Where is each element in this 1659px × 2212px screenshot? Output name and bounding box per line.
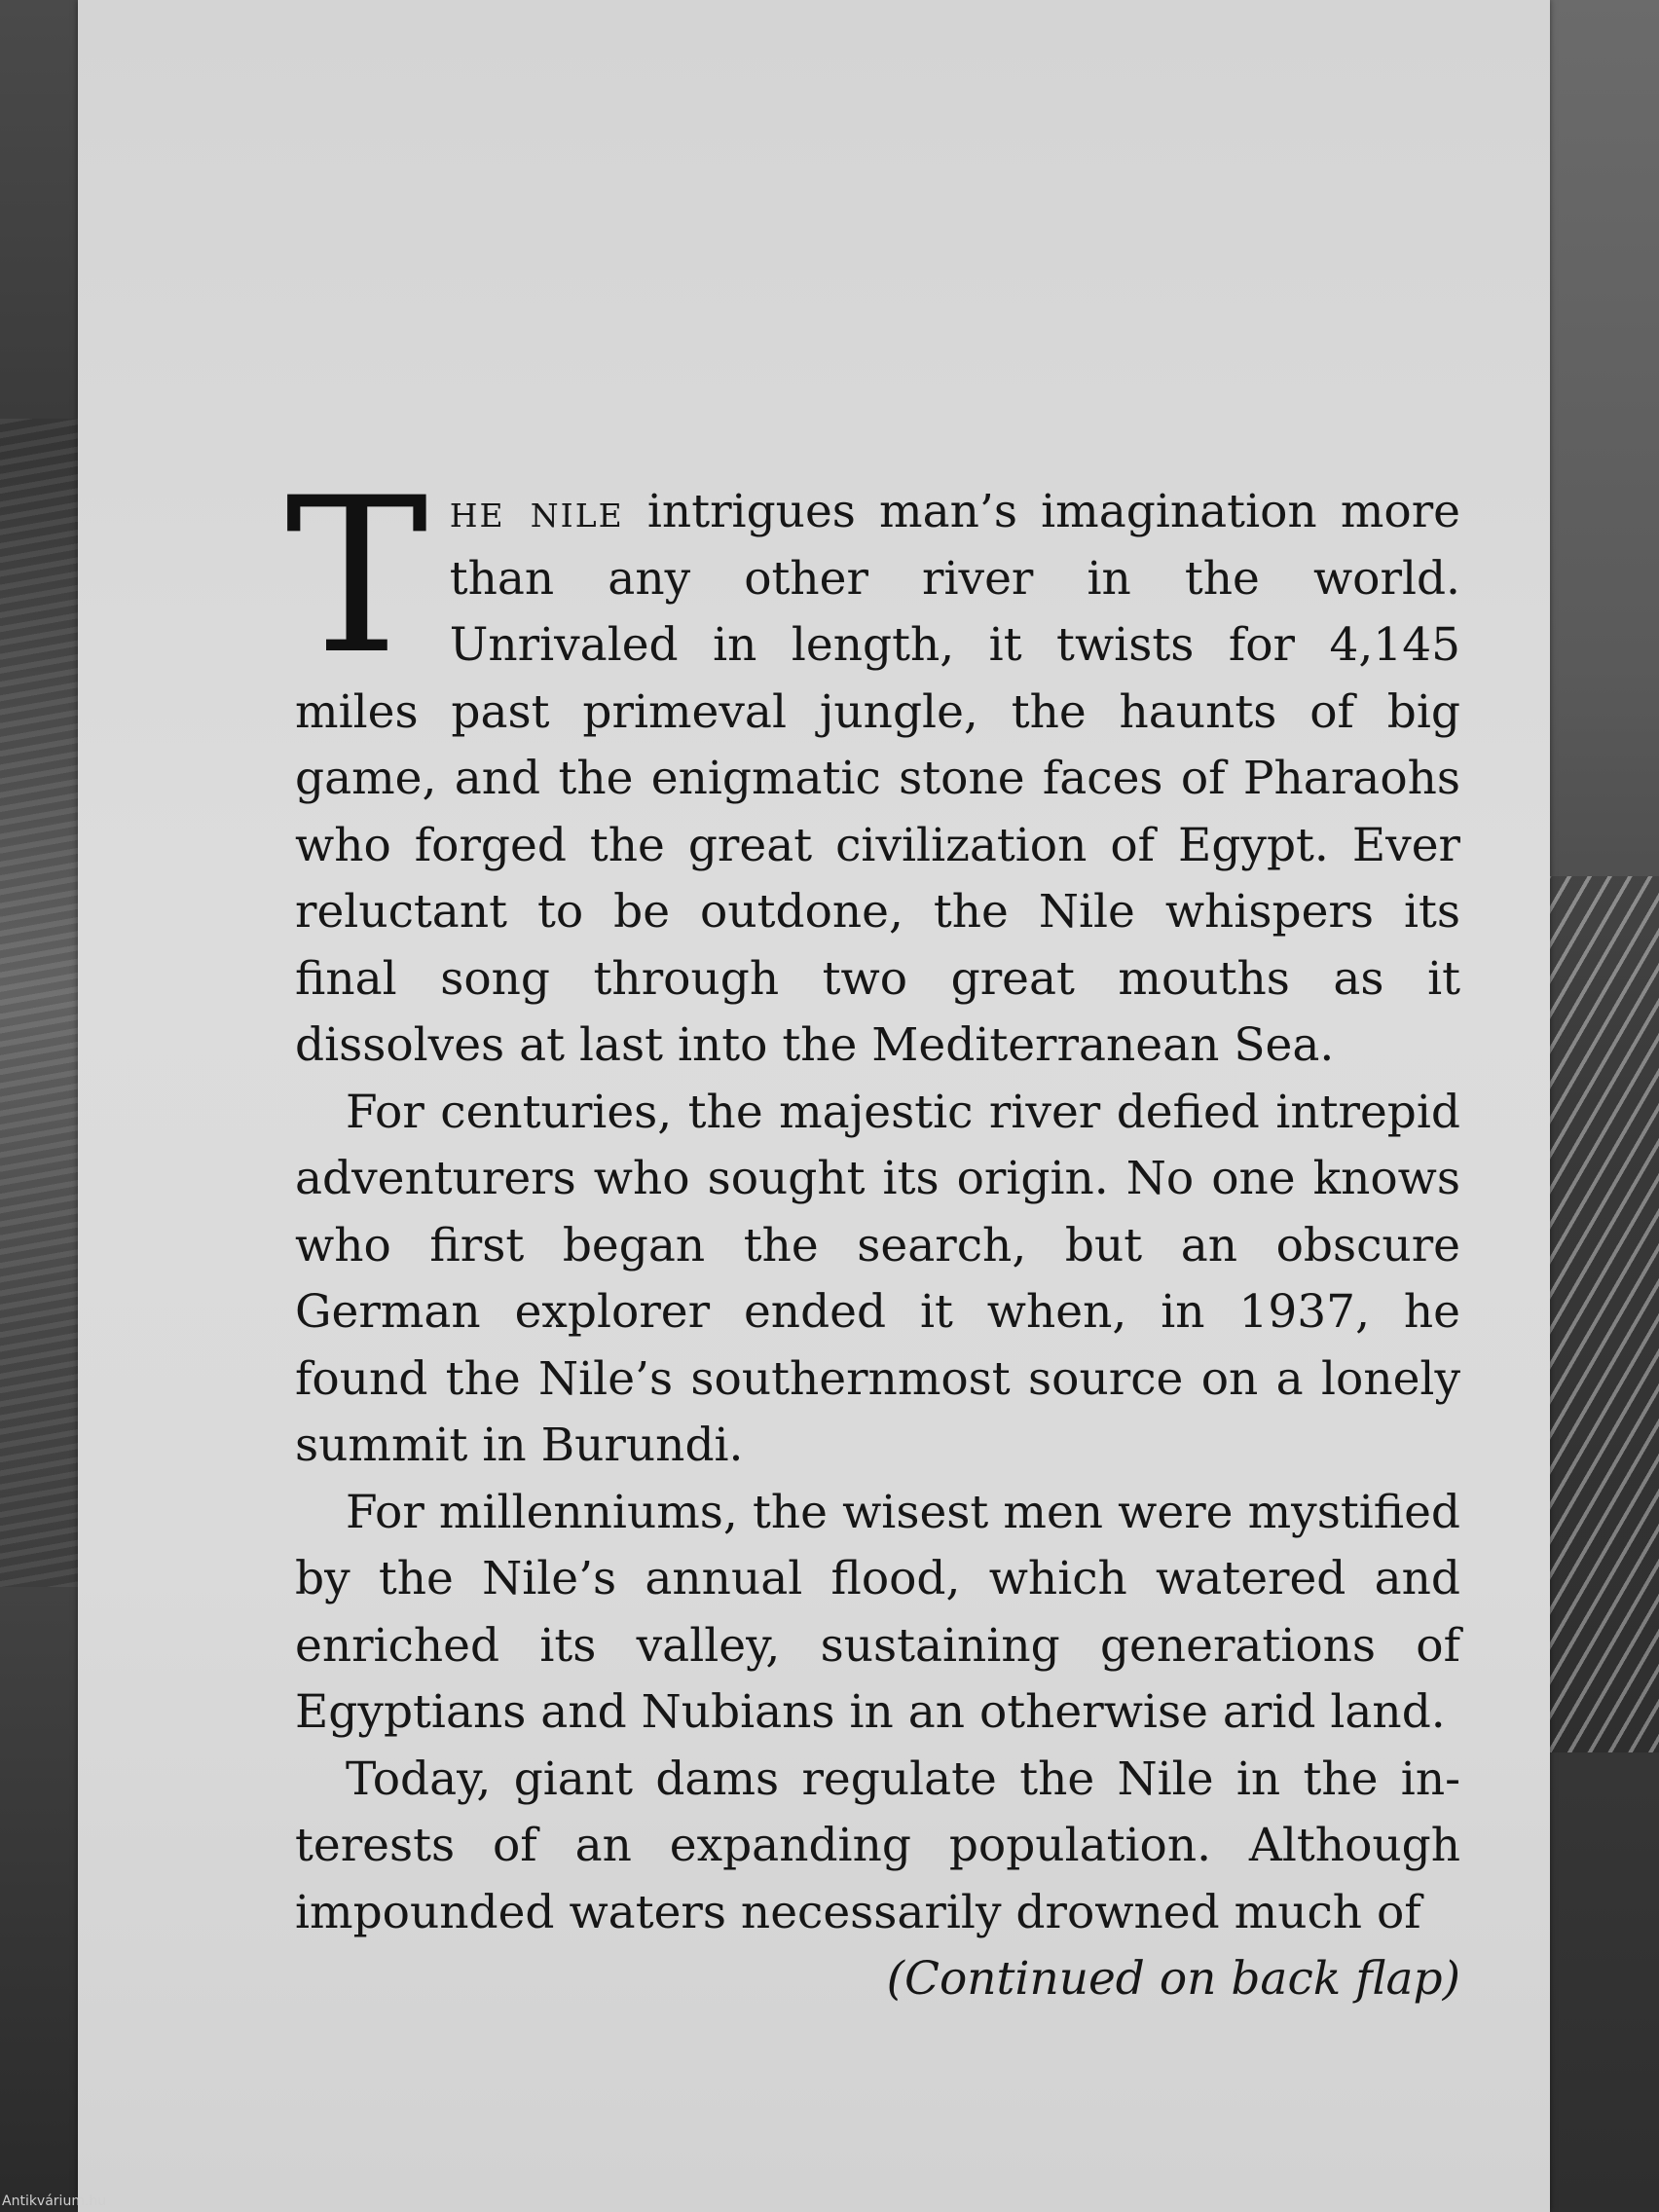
body-text bbox=[285, 452, 1460, 2013]
background-photo-left bbox=[0, 0, 88, 2212]
drop-cap: T bbox=[285, 452, 428, 701]
paragraph-4: Today, giant dams regulate the Nile in the interests of an expanding population. Although impounded waters necessarily drowned much of bbox=[295, 1751, 1460, 1939]
paragraph-2: For centuries, the majestic river defied intrepid adventurers who sought its origin. No one knows who first began the search, but an obscure German explorer ended it when, in 1937, he found the Nile’s southernmost source on a lonely summit in Burundi. bbox=[295, 1085, 1460, 1472]
paragraph-3: For millenniums, the wisest men were mystified by the Nile’s annual flood, which watered and enriched its valley, sustaining generations of Egyptians and Nubians in an otherwise arid land. bbox=[295, 1485, 1460, 1739]
watermark: Antikvárium.hu bbox=[2, 2194, 107, 2209]
paragraph-1 bbox=[285, 452, 1460, 1080]
background-photo-right bbox=[1547, 0, 1659, 2212]
continued-note: (Continued on back flap) bbox=[886, 1952, 1460, 2006]
book-flap-page bbox=[78, 0, 1550, 2212]
paragraph-1-text: intrigues man’s imagination more than any other river in the world. Unrivaled in length, it twists for 4,145 miles past primeval jungle, the haunts of big game, and the enigmatic stone faces of Pharaohs who forged the great civilization of Egypt. Ever reluctant to be outdone, the Nile whispers its final song through two great mouths as it dissolves at last into the Mediterranean Sea. bbox=[295, 485, 1460, 1072]
lead-in-smallcaps: he nile bbox=[449, 485, 624, 538]
